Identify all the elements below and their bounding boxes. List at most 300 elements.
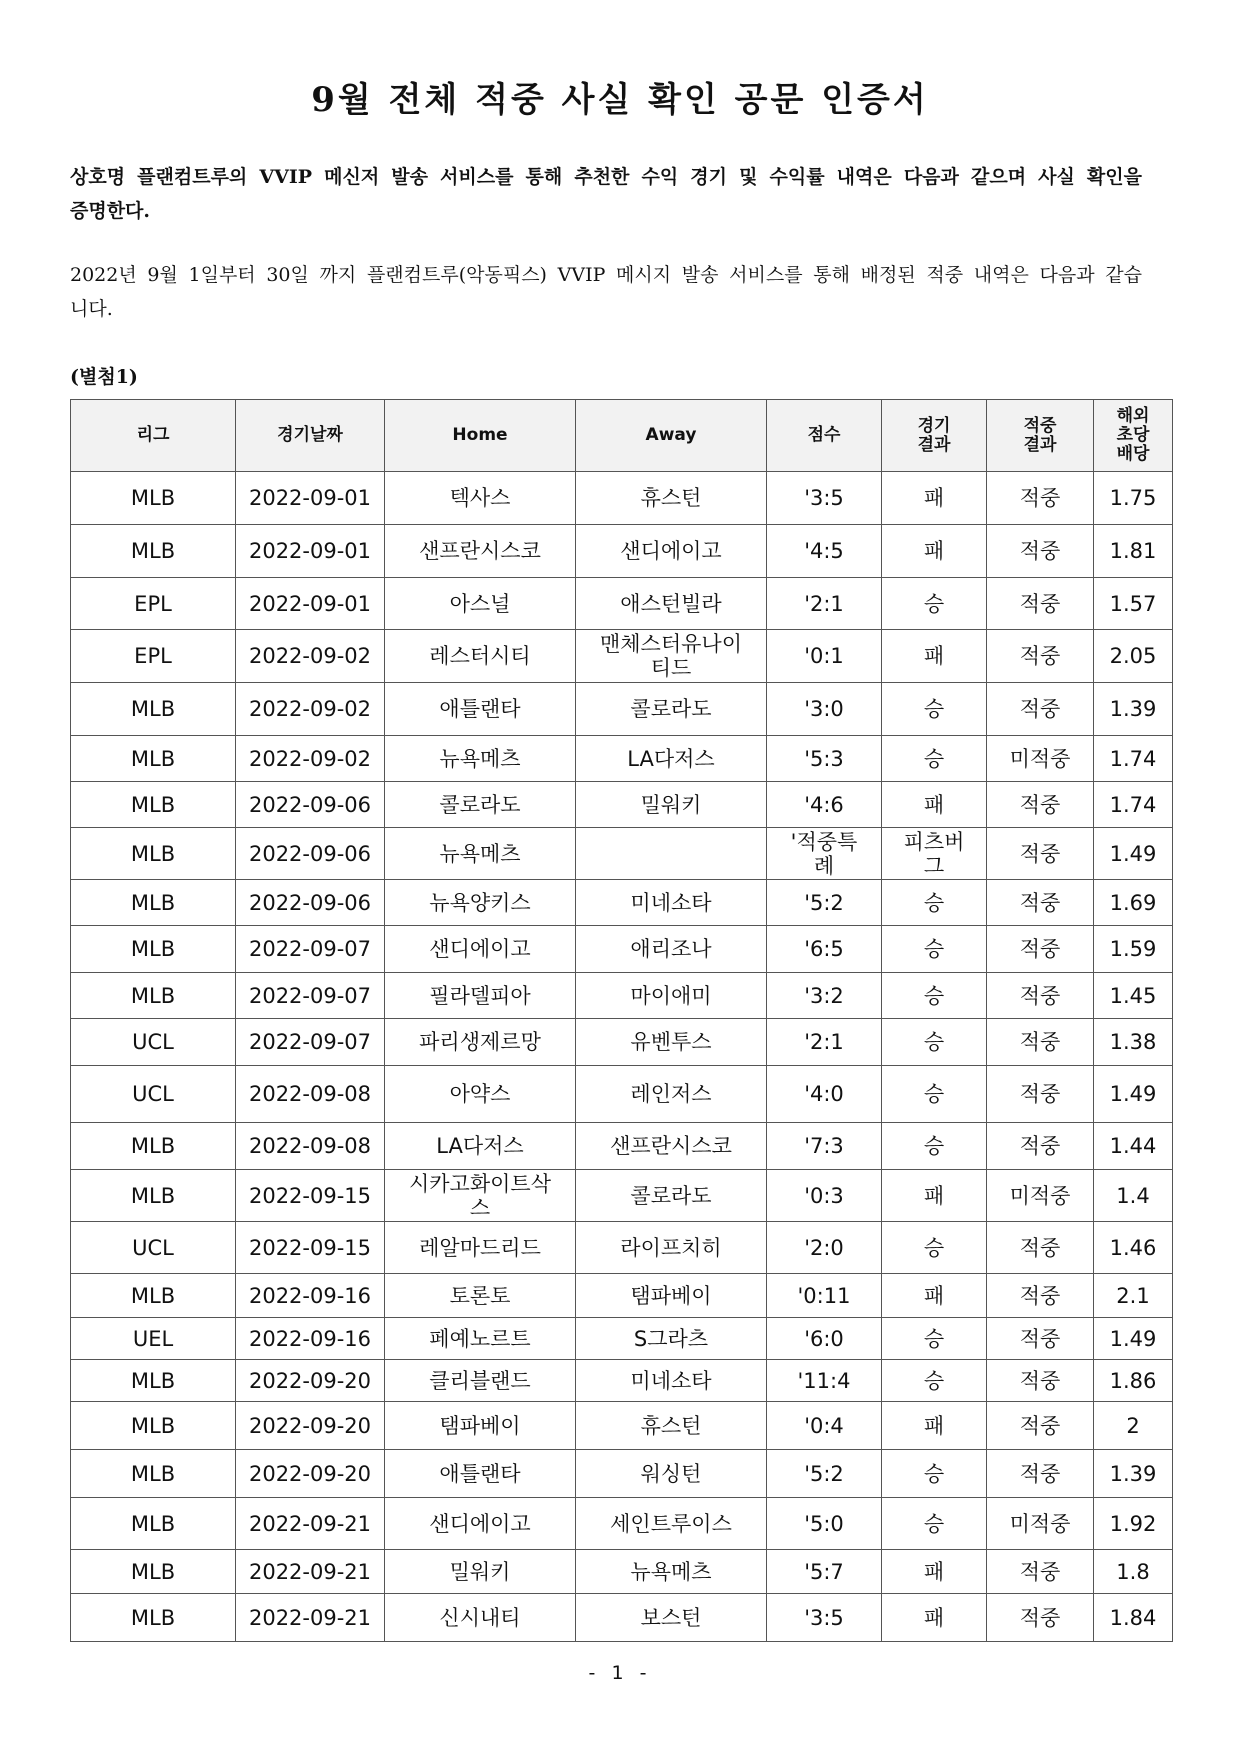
cell-game-result-text: 패 [923, 1559, 945, 1584]
cell-date: 2022-09-08 [236, 1066, 385, 1123]
cell-home-text: 아약스 [449, 1082, 511, 1106]
cell-league: MLB [71, 880, 236, 926]
cell-odds: 1.44 [1094, 1123, 1173, 1170]
cell-league: MLB [71, 1274, 236, 1318]
cell-home-text: 콜로라도 [439, 792, 521, 817]
table-row [71, 782, 1173, 828]
cell-odds: 1.74 [1094, 782, 1173, 828]
cell-score-text: '2:1 [804, 1030, 844, 1054]
cell-game-result-text: 승 [923, 937, 945, 961]
cell-home [385, 1550, 576, 1594]
cell-date: 2022-09-08 [236, 1123, 385, 1170]
cell-date: 2022-09-07 [236, 973, 385, 1019]
cell-away-text: 샌프란시스코 [610, 1134, 732, 1158]
cell-home-text: 텍사스 [449, 486, 511, 510]
cell-away-text: 탬파베이 [630, 1283, 712, 1308]
table-row [71, 736, 1173, 782]
cell-away [576, 1594, 767, 1642]
cell-score-text: '4:5 [804, 539, 844, 563]
table-row [71, 1318, 1173, 1360]
table-row [71, 973, 1173, 1019]
cell-game-result-text: 패 [923, 792, 945, 817]
table-row [71, 578, 1173, 630]
cell-game-result [882, 926, 987, 973]
cell-date: 2022-09-01 [236, 578, 385, 630]
cell-game-result-text: 승 [923, 1082, 945, 1106]
cell-game-result-text: 승 [923, 1030, 945, 1054]
table-header-row [71, 400, 1173, 472]
cell-game-result-text: 패 [923, 1605, 945, 1630]
cell-score [767, 472, 882, 525]
cell-score [767, 782, 882, 828]
cell-score [767, 1222, 882, 1274]
cell-date: 2022-09-21 [236, 1594, 385, 1642]
cell-score [767, 828, 882, 880]
cell-hit-result: 적중 [987, 683, 1094, 736]
cell-hit-result: 적중 [987, 1066, 1094, 1123]
cell-odds: 1.69 [1094, 880, 1173, 926]
cell-home [385, 1123, 576, 1170]
cell-home [385, 1594, 576, 1642]
cell-score-text: '4:0 [804, 1082, 844, 1106]
cell-league: MLB [71, 828, 236, 880]
cell-score-text: '7:3 [804, 1134, 844, 1158]
cell-score [767, 1274, 882, 1318]
table-row [71, 1123, 1173, 1170]
cell-game-result [882, 1019, 987, 1066]
cell-away-text: 마이애미 [630, 983, 712, 1008]
cell-game-result-text: 승 [923, 1134, 945, 1158]
cell-date: 2022-09-02 [236, 630, 385, 683]
cell-away-text: 세인트루이스 [610, 1511, 732, 1536]
cell-league: MLB [71, 926, 236, 973]
table-row [71, 828, 1173, 880]
cell-score-text: '6:5 [804, 937, 844, 961]
cell-away-text: 밀워키 [640, 792, 702, 817]
cell-game-result [882, 1318, 987, 1360]
cell-game-result-text: 패 [923, 1413, 945, 1438]
cell-home [385, 1066, 576, 1123]
cell-hit-result: 적중 [987, 782, 1094, 828]
cell-home [385, 880, 576, 926]
cell-hit-result: 적중 [987, 880, 1094, 926]
cell-game-result-text: 승 [923, 890, 945, 915]
cell-away [576, 1019, 767, 1066]
cell-away [576, 1222, 767, 1274]
cell-date: 2022-09-01 [236, 472, 385, 525]
cell-date: 2022-09-06 [236, 828, 385, 880]
cell-away-text: 유벤투스 [630, 1030, 712, 1054]
cell-hit-result: 적중 [987, 1550, 1094, 1594]
cell-hit-result: 적중 [987, 1360, 1094, 1402]
cell-league: MLB [71, 736, 236, 782]
cell-score [767, 1170, 882, 1222]
cell-away [576, 736, 767, 782]
cell-league: UCL [71, 1066, 236, 1123]
cell-odds: 1.49 [1094, 1318, 1173, 1360]
document-title: 9월 전체 적중 사실 확인 공문 인증서 [311, 80, 929, 120]
attachment-label: (별첨1) [70, 366, 138, 388]
table-row [71, 1066, 1173, 1123]
cell-home [385, 1222, 576, 1274]
cell-league: EPL [71, 630, 236, 683]
cell-league: MLB [71, 683, 236, 736]
cell-home [385, 1498, 576, 1550]
cell-away-text: LA다저스 [627, 746, 715, 771]
cell-score [767, 926, 882, 973]
cell-home-text: 뉴욕메츠 [439, 746, 521, 771]
cell-home-text: 샌디에이고 [429, 937, 531, 961]
cell-away-text: 콜로라도 [630, 697, 712, 721]
cell-score [767, 1066, 882, 1123]
cell-score [767, 630, 882, 683]
cell-away-text: 애리조나 [630, 937, 712, 961]
cell-odds: 1.86 [1094, 1360, 1173, 1402]
cell-hit-result: 적중 [987, 1123, 1094, 1170]
cell-league: MLB [71, 1550, 236, 1594]
table-row [71, 630, 1173, 683]
cell-odds: 2 [1094, 1402, 1173, 1450]
cell-home-text: 샌디에이고 [429, 1511, 531, 1536]
cell-game-result [882, 1123, 987, 1170]
cell-date: 2022-09-06 [236, 880, 385, 926]
cell-game-result-text: 승 [923, 1368, 945, 1393]
cell-odds: 1.84 [1094, 1594, 1173, 1642]
cell-date: 2022-09-01 [236, 525, 385, 578]
cell-away [576, 926, 767, 973]
cell-away [576, 782, 767, 828]
cell-home [385, 1274, 576, 1318]
table-row [71, 1360, 1173, 1402]
cell-away [576, 1318, 767, 1360]
table-row [71, 1594, 1173, 1642]
cell-score-text: '0:4 [804, 1413, 844, 1438]
cell-score-text: '3:2 [804, 983, 844, 1008]
cell-score [767, 1318, 882, 1360]
cell-game-result [882, 1402, 987, 1450]
cell-league: MLB [71, 1360, 236, 1402]
table-row [71, 1498, 1173, 1550]
cell-date: 2022-09-16 [236, 1274, 385, 1318]
cell-score [767, 880, 882, 926]
cell-league: MLB [71, 1498, 236, 1550]
cell-date: 2022-09-02 [236, 736, 385, 782]
cell-home-text: 클리블랜드 [429, 1368, 531, 1393]
header-hit-result: 적중 결과 [987, 400, 1094, 472]
cell-away [576, 630, 767, 683]
cell-game-result [882, 472, 987, 525]
cell-home-text: 아스널 [449, 591, 511, 616]
cell-score-text: '2:0 [804, 1235, 844, 1260]
cell-hit-result: 적중 [987, 578, 1094, 630]
cell-score-text: '4:6 [804, 792, 844, 817]
cell-game-result [882, 880, 987, 926]
cell-home-text: 페예노르트 [429, 1326, 531, 1351]
cell-home-text: 레스터시티 [429, 644, 531, 668]
cell-score-text: '5:3 [804, 746, 844, 771]
cell-date: 2022-09-02 [236, 683, 385, 736]
cell-hit-result: 적중 [987, 630, 1094, 683]
cell-home [385, 1318, 576, 1360]
cell-score-text: '적중특례 [790, 829, 858, 878]
cell-game-result-text: 승 [923, 1326, 945, 1351]
cell-game-result [882, 736, 987, 782]
cell-game-result [882, 578, 987, 630]
cell-game-result-text: 패 [923, 1183, 945, 1208]
cell-away [576, 973, 767, 1019]
cell-league: MLB [71, 782, 236, 828]
cell-score [767, 525, 882, 578]
cell-score-text: '5:2 [804, 890, 844, 915]
cell-score-text: '3:0 [804, 697, 844, 721]
cell-game-result [882, 1450, 987, 1498]
cell-hit-result: 적중 [987, 973, 1094, 1019]
cell-home-text: 뉴욕메츠 [439, 841, 521, 866]
cell-score-text: '3:5 [804, 486, 844, 510]
cell-game-result-text: 패 [923, 644, 945, 668]
cell-league: UCL [71, 1222, 236, 1274]
cell-score [767, 736, 882, 782]
cell-odds: 1.49 [1094, 1066, 1173, 1123]
cell-away [576, 1360, 767, 1402]
table-row [71, 525, 1173, 578]
cell-league: MLB [71, 472, 236, 525]
cell-away-text: 뉴욕메츠 [630, 1559, 712, 1584]
cell-league: MLB [71, 525, 236, 578]
cell-game-result-text: 패 [923, 539, 945, 563]
cell-away [576, 880, 767, 926]
cell-score [767, 578, 882, 630]
cell-away [576, 683, 767, 736]
cell-game-result-text: 승 [923, 1235, 945, 1260]
table-row [71, 880, 1173, 926]
cell-league: MLB [71, 973, 236, 1019]
cell-game-result-text: 승 [923, 746, 945, 771]
cell-home-text: 애틀랜타 [439, 697, 521, 721]
cell-game-result-text: 승 [923, 1511, 945, 1536]
cell-home [385, 1360, 576, 1402]
header-away: Away [576, 400, 767, 472]
cell-away [576, 828, 767, 880]
cell-home [385, 1019, 576, 1066]
cell-score [767, 1123, 882, 1170]
cell-date: 2022-09-07 [236, 926, 385, 973]
table-row [71, 1274, 1173, 1318]
cell-date: 2022-09-07 [236, 1019, 385, 1066]
cell-hit-result: 적중 [987, 1222, 1094, 1274]
cell-score [767, 683, 882, 736]
table-row [71, 1019, 1173, 1066]
cell-hit-result: 미적중 [987, 736, 1094, 782]
cell-league: UCL [71, 1019, 236, 1066]
cell-home [385, 525, 576, 578]
cell-home [385, 1402, 576, 1450]
cell-league: EPL [71, 578, 236, 630]
cell-league: MLB [71, 1594, 236, 1642]
cell-date: 2022-09-20 [236, 1360, 385, 1402]
cell-away [576, 472, 767, 525]
cell-away [576, 525, 767, 578]
cell-home [385, 630, 576, 683]
cell-home [385, 1170, 576, 1222]
cell-hit-result: 미적중 [987, 1498, 1094, 1550]
cell-game-result [882, 973, 987, 1019]
cell-home-text: 필라델피아 [429, 983, 531, 1008]
cell-league: MLB [71, 1402, 236, 1450]
cell-away [576, 1498, 767, 1550]
cell-game-result-text: 승 [923, 591, 945, 616]
cell-date: 2022-09-15 [236, 1170, 385, 1222]
cell-away-text: 미네소타 [630, 890, 712, 915]
cell-away [576, 1274, 767, 1318]
table-row [71, 472, 1173, 525]
certification-statement: 상호명 플랜컴트루의 VVIP 메신저 발송 서비스를 통해 추천한 수익 경기 및 수익률 내역은 다음과 같으며 사실 확인을 증명한다. [70, 166, 1142, 222]
cell-score-text: '3:5 [804, 1605, 844, 1630]
cell-game-result-text: 패 [923, 486, 945, 510]
cell-odds: 1.45 [1094, 973, 1173, 1019]
cell-odds: 1.81 [1094, 525, 1173, 578]
cell-away [576, 1402, 767, 1450]
cell-odds: 1.92 [1094, 1498, 1173, 1550]
cell-odds: 1.57 [1094, 578, 1173, 630]
cell-score-text: '5:7 [804, 1559, 844, 1584]
cell-home-text: 밀워키 [449, 1559, 511, 1584]
cell-score-text: '5:2 [804, 1461, 844, 1486]
cell-away-text: 레인저스 [630, 1082, 712, 1106]
table-row [71, 1222, 1173, 1274]
cell-away [576, 1450, 767, 1498]
cell-home [385, 578, 576, 630]
cell-game-result-text: 피츠버그 [903, 829, 965, 878]
cell-odds: 1.39 [1094, 1450, 1173, 1498]
cell-hit-result: 적중 [987, 1274, 1094, 1318]
table-row [71, 1550, 1173, 1594]
cell-score [767, 1019, 882, 1066]
table-row [71, 926, 1173, 973]
cell-hit-result: 적중 [987, 1019, 1094, 1066]
cell-home-text: 신시내티 [439, 1605, 521, 1630]
cell-league: MLB [71, 1170, 236, 1222]
cell-home [385, 973, 576, 1019]
header-odds: 해외 초당 배당 [1094, 400, 1173, 472]
cell-odds: 1.46 [1094, 1222, 1173, 1274]
header-home: Home [385, 400, 576, 472]
cell-odds: 1.39 [1094, 683, 1173, 736]
cell-away-text: 휴스턴 [640, 1413, 702, 1438]
cell-odds: 1.59 [1094, 926, 1173, 973]
cell-game-result [882, 1360, 987, 1402]
header-score: 점수 [767, 400, 882, 472]
cell-date: 2022-09-16 [236, 1318, 385, 1360]
cell-odds: 1.49 [1094, 828, 1173, 880]
cell-home-text: 파리생제르망 [419, 1030, 541, 1054]
cell-game-result [882, 1066, 987, 1123]
cell-home-text: 샌프란시스코 [419, 539, 541, 563]
cell-game-result [882, 1594, 987, 1642]
cell-home [385, 1450, 576, 1498]
cell-score [767, 1402, 882, 1450]
cell-home-text: 애틀랜타 [439, 1461, 521, 1486]
cell-hit-result: 적중 [987, 828, 1094, 880]
cell-game-result [882, 683, 987, 736]
cell-league: MLB [71, 1123, 236, 1170]
cell-game-result [882, 525, 987, 578]
cell-home [385, 828, 576, 880]
cell-away-text: 콜로라도 [630, 1183, 712, 1208]
cell-away [576, 1550, 767, 1594]
cell-odds: 1.74 [1094, 736, 1173, 782]
cell-home [385, 472, 576, 525]
cell-away [576, 578, 767, 630]
cell-away [576, 1066, 767, 1123]
cell-game-result [882, 1550, 987, 1594]
cell-away [576, 1170, 767, 1222]
cell-game-result-text: 승 [923, 1461, 945, 1486]
cell-odds: 2.05 [1094, 630, 1173, 683]
cell-home-text: 뉴욕양키스 [429, 890, 531, 915]
cell-odds: 2.1 [1094, 1274, 1173, 1318]
cell-date: 2022-09-20 [236, 1450, 385, 1498]
cell-score [767, 1498, 882, 1550]
cell-score-text: '0:11 [797, 1283, 851, 1308]
cell-game-result-text: 패 [923, 1283, 945, 1308]
cell-score-text: '0:3 [804, 1183, 844, 1208]
cell-game-result [882, 630, 987, 683]
cell-score-text: '11:4 [797, 1368, 851, 1393]
cell-hit-result: 적중 [987, 926, 1094, 973]
cell-home [385, 736, 576, 782]
cell-hit-result: 적중 [987, 1450, 1094, 1498]
cell-away-text: S그라츠 [633, 1326, 709, 1351]
cell-date: 2022-09-06 [236, 782, 385, 828]
cell-odds: 1.38 [1094, 1019, 1173, 1066]
cell-hit-result: 적중 [987, 472, 1094, 525]
cell-score [767, 1360, 882, 1402]
cell-odds: 1.4 [1094, 1170, 1173, 1222]
cell-score-text: '6:0 [804, 1326, 844, 1351]
cell-league: MLB [71, 1450, 236, 1498]
cell-away-text: 라이프치히 [620, 1235, 722, 1260]
cell-away-text: 워싱턴 [640, 1461, 702, 1486]
table-row [71, 1402, 1173, 1450]
cell-odds: 1.75 [1094, 472, 1173, 525]
cell-score [767, 1594, 882, 1642]
cell-score [767, 973, 882, 1019]
cell-game-result [882, 782, 987, 828]
table-row [71, 683, 1173, 736]
cell-hit-result: 미적중 [987, 1170, 1094, 1222]
cell-home [385, 782, 576, 828]
table-row [71, 1170, 1173, 1222]
period-statement: 2022년 9월 1일부터 30일 까지 플랜컴트루(악동픽스) VVIP 메시지 발송 서비스를 통해 배정된 적중 내역은 다음과 같습니다. [70, 264, 1142, 320]
header-league: 리그 [71, 400, 236, 472]
cell-score-text: '0:1 [804, 644, 844, 668]
cell-score [767, 1450, 882, 1498]
cell-away-text: 샌디에이고 [620, 539, 722, 563]
cell-game-result [882, 828, 987, 880]
cell-game-result-text: 승 [923, 983, 945, 1008]
cell-game-result-text: 승 [923, 697, 945, 721]
cell-hit-result: 적중 [987, 1318, 1094, 1360]
cell-game-result [882, 1498, 987, 1550]
cell-date: 2022-09-20 [236, 1402, 385, 1450]
cell-away-text: 맨체스터유나이티드 [599, 632, 742, 680]
cell-league: UEL [71, 1318, 236, 1360]
table-row [71, 1450, 1173, 1498]
cell-hit-result: 적중 [987, 525, 1094, 578]
cell-game-result [882, 1222, 987, 1274]
cell-game-result [882, 1274, 987, 1318]
